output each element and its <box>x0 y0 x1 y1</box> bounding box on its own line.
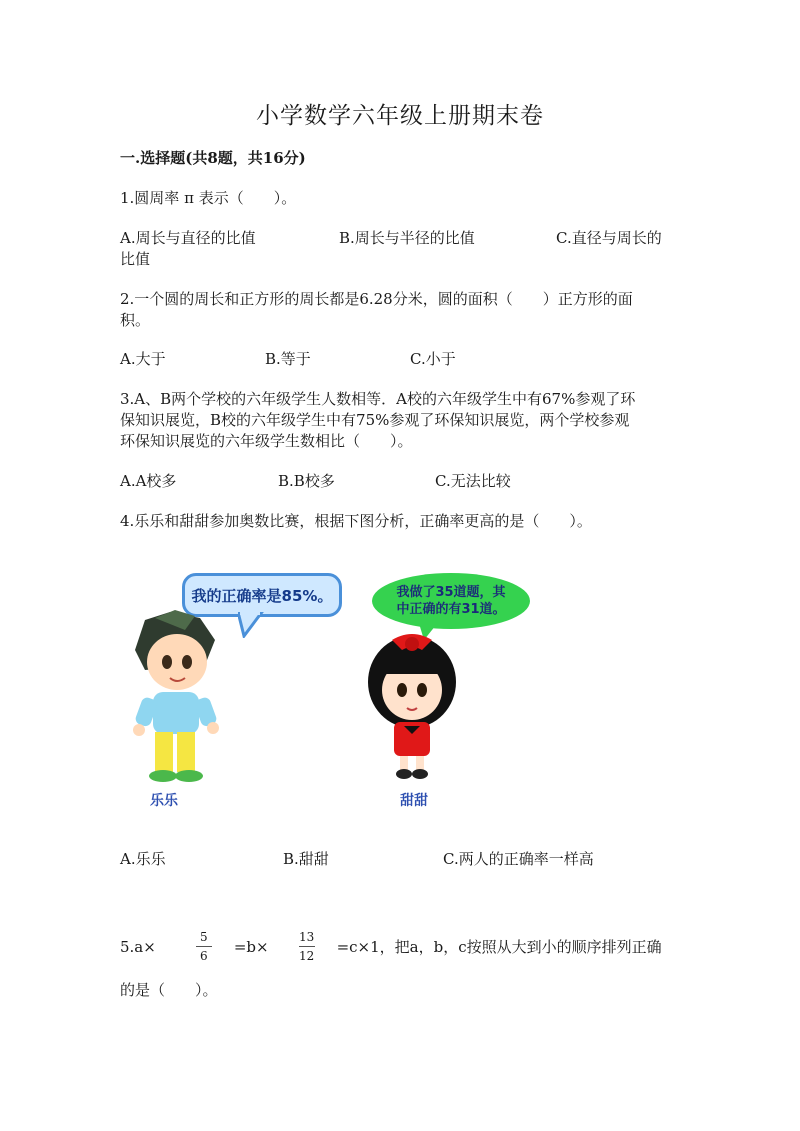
girl-illustration-icon <box>362 630 462 780</box>
q5-frac2-numerator: 13 <box>298 930 315 944</box>
q3-stem-line1: 3.A、B两个学校的六年级学生人数相等．A校的六年级学生中有67%参观了环 <box>120 390 636 408</box>
q5-fraction-2 <box>299 930 315 963</box>
q3-stem-line3: 环保知识展览的六年级学生数相比（ ）。 <box>120 432 413 450</box>
q3-option-b[interactable]: B.B校多 <box>278 472 335 490</box>
q5-part2: =b× <box>233 937 269 956</box>
q5-part3: =c×1，把a，b，c按照从大到小的顺序排列正确 <box>336 938 662 956</box>
girl-speech-line2: 中正确的有31道。 <box>396 602 506 617</box>
q1-stem: 1.圆周率 π 表示（ ）。 <box>120 189 297 207</box>
q5-frac1-numerator: 5 <box>200 930 208 944</box>
q5-stem-line2: 的是（ ）。 <box>120 981 218 999</box>
boy-bubble-tail-icon <box>238 612 268 638</box>
q2-stem-line2: 积。 <box>120 311 151 329</box>
q5-frac2-denominator: 12 <box>298 949 315 963</box>
q3-stem-line2: 保知识展览，B校的六年级学生中有75%参观了环保知识展览，两个学校参观 <box>120 411 630 429</box>
section-heading: 一.选择题(共8题，共16分) <box>120 149 306 167</box>
q2-option-c[interactable]: C.小于 <box>410 350 456 368</box>
girl-speech-bubble <box>372 573 530 629</box>
q5-frac1-denominator: 6 <box>200 949 208 963</box>
page-title: 小学数学六年级上册期末卷 <box>256 103 544 129</box>
q4-stem: 4.乐乐和甜甜参加奥数比赛，根据下图分析，正确率更高的是（ ）。 <box>120 512 592 530</box>
boy-speech-text: 我的正确率是85%。 <box>191 586 333 605</box>
q5-fraction-1 <box>196 930 212 963</box>
q1-option-b[interactable]: B.周长与半径的比值 <box>339 229 475 247</box>
q1-option-c[interactable]: C.直径与周长的 <box>556 229 662 247</box>
q2-option-b[interactable]: B.等于 <box>265 350 311 368</box>
q1-option-c-continued: 比值 <box>120 250 151 268</box>
q4-option-a[interactable]: A.乐乐 <box>120 850 166 868</box>
q3-option-a[interactable]: A.A校多 <box>120 472 177 490</box>
q4-option-c[interactable]: C.两人的正确率一样高 <box>443 850 594 868</box>
q2-stem-line1: 2.一个圆的周长和正方形的周长都是6.28分米，圆的面积（ ）正方形的面 <box>120 290 633 308</box>
q5-part1: 5.a× <box>120 937 156 956</box>
boy-illustration-icon <box>125 610 225 785</box>
q3-option-c[interactable]: C.无法比较 <box>435 472 511 490</box>
q1-option-a[interactable]: A.周长与直径的比值 <box>120 229 256 247</box>
girl-speech-line1: 我做了35道题，其 <box>396 585 506 600</box>
q4-option-b[interactable]: B.甜甜 <box>283 850 329 868</box>
q5-stem-line1 <box>120 930 662 963</box>
boy-name-label: 乐乐 <box>150 793 178 809</box>
girl-name-label: 甜甜 <box>400 793 428 809</box>
q2-option-a[interactable]: A.大于 <box>120 350 166 368</box>
